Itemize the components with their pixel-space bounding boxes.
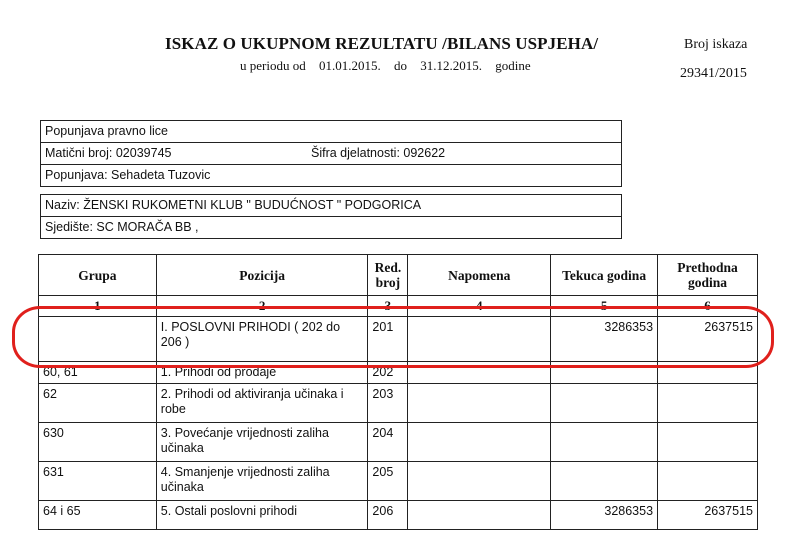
cell-pozicija: 2. Prihodi od aktiviranja učinaka i robe (156, 384, 368, 423)
cell-napomena (408, 462, 551, 501)
cell-pozicija: 4. Smanjenje vrijednosti zaliha učinaka (156, 462, 368, 501)
cell-tekuca: 3286353 (551, 501, 658, 530)
cell-red-broj: 201 (368, 317, 408, 362)
period-from: 01.01.2015. (318, 58, 381, 73)
cell-prethodna (658, 423, 758, 462)
cell-grupa (39, 317, 157, 362)
cell-pozicija: 1. Prihodi od prodaje (156, 362, 368, 384)
cell-napomena (408, 362, 551, 384)
cell-prethodna: 2637515 (658, 317, 758, 362)
cell-red-broj: 203 (368, 384, 408, 423)
period-to-label: do (393, 58, 407, 73)
table-row (39, 462, 758, 501)
cell-tekuca (551, 362, 658, 384)
cell-tekuca: 3286353 (551, 317, 658, 362)
popunjava-osoba: Popunjava: Sehadeta Tuzovic (45, 168, 211, 182)
cell-red-broj: 202 (368, 362, 408, 384)
header-red-broj: Red. broj (368, 255, 408, 296)
cell-prethodna (658, 462, 758, 501)
report-period (240, 58, 541, 74)
cell-grupa: 64 i 65 (39, 501, 157, 530)
header-grupa: Grupa (39, 255, 157, 296)
report-title: ISKAZ O UKUPNOM REZULTATU /BILANS USPJEHA/ (165, 34, 599, 53)
column-number-row (39, 296, 758, 317)
header-prethodna: Prethodna godina (658, 255, 758, 296)
sjediste: Sjedište: SC MORAČA BB , (45, 220, 199, 234)
cell-red-broj: 206 (368, 501, 408, 530)
cell-red-broj: 205 (368, 462, 408, 501)
popunjava-lice: Popunjava pravno lice (41, 121, 621, 143)
cell-pozicija: 3. Povećanje vrijednosti zaliha učinaka (156, 423, 368, 462)
maticni-row (41, 143, 621, 165)
col-number: 6 (658, 296, 758, 317)
naziv: Naziv: ŽENSKI RUKOMETNI KLUB " BUDUĆNOST " PODGORICA (41, 195, 621, 217)
cell-grupa: 630 (39, 423, 157, 462)
maticni-broj: Matični broj: 02039745 (45, 146, 172, 160)
cell-napomena (408, 317, 551, 362)
col-number: 1 (39, 296, 157, 317)
cell-grupa: 631 (39, 462, 157, 501)
col-number: 5 (551, 296, 658, 317)
cell-napomena (408, 384, 551, 423)
header-pozicija: Pozicija (156, 255, 368, 296)
sifra-djelatnosti: Šifra djelatnosti: 092622 (311, 146, 446, 160)
cell-tekuca (551, 462, 658, 501)
header-napomena: Napomena (408, 255, 551, 296)
table-row (39, 317, 758, 362)
table-row (39, 384, 758, 423)
broj-iskaza-label: Broj iskaza (684, 37, 748, 52)
period-to: 31.12.2015. (420, 58, 482, 73)
col-number: 4 (408, 296, 551, 317)
income-statement-table (38, 254, 758, 530)
table-row (39, 501, 758, 530)
table-row (39, 362, 758, 384)
cell-pozicija: I. POSLOVNI PRIHODI ( 202 do 206 ) (156, 317, 368, 362)
cell-grupa: 62 (39, 384, 157, 423)
cell-tekuca (551, 423, 658, 462)
cell-tekuca (551, 384, 658, 423)
table-row (39, 423, 758, 462)
table-header-row (39, 255, 758, 296)
col-number: 3 (368, 296, 408, 317)
header-tekuca: Tekuca godina (551, 255, 658, 296)
cell-prethodna: 2637515 (658, 501, 758, 530)
cell-napomena (408, 501, 551, 530)
cell-red-broj: 204 (368, 423, 408, 462)
col-number: 2 (156, 296, 368, 317)
period-suffix: godine (495, 58, 531, 73)
period-prefix: u periodu od (240, 58, 306, 73)
cell-grupa: 60, 61 (39, 362, 157, 384)
cell-prethodna (658, 362, 758, 384)
cell-napomena (408, 423, 551, 462)
entity-info-box (40, 194, 622, 239)
broj-iskaza-value: 29341/2015 (680, 66, 747, 81)
cell-pozicija: 5. Ostali poslovni prihodi (156, 501, 368, 530)
filer-info-box (40, 120, 622, 187)
cell-prethodna (658, 384, 758, 423)
